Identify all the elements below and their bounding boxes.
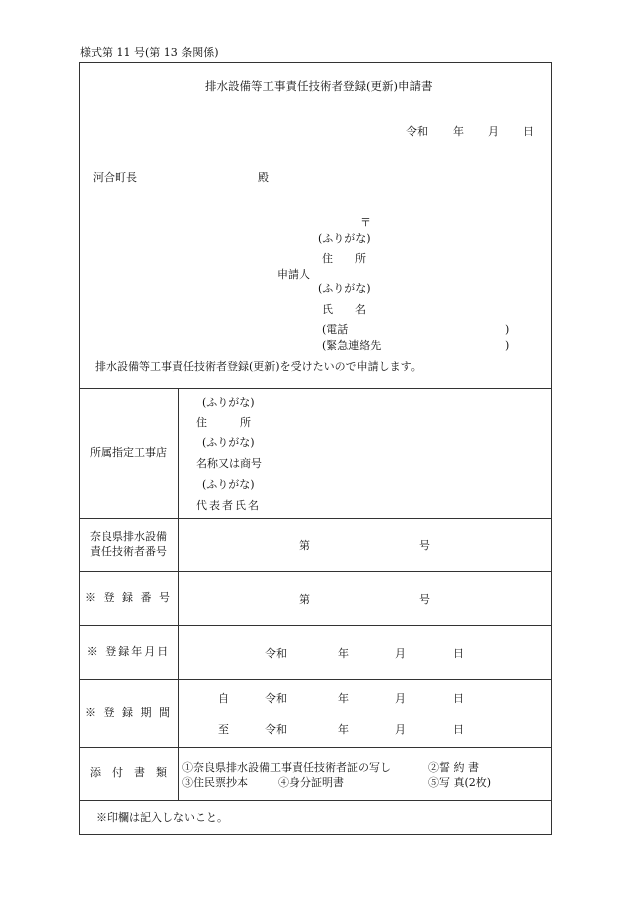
period-from-era: 令和: [265, 692, 287, 705]
attachment-item: ③住民票抄本: [182, 776, 248, 789]
divider: [79, 800, 552, 801]
request-statement: 排水設備等工事責任技術者登録(更新)を受けたいので申請します。: [95, 360, 422, 373]
applicant-address-label: 住 所: [322, 252, 366, 265]
addressee-honorific: 殿: [258, 171, 269, 184]
period-from-day: 日: [453, 692, 464, 705]
registration-date-era: 令和: [265, 647, 287, 660]
date-year-label: 年: [453, 125, 464, 138]
period-to-era: 令和: [265, 723, 287, 736]
footnote: ※印欄は記入しないこと。: [96, 811, 228, 824]
emergency-contact-close: ): [505, 339, 510, 352]
period-to-day: 日: [453, 723, 464, 736]
date-day-label: 日: [523, 125, 534, 138]
period-to-month: 月: [395, 723, 406, 736]
registration-date-year: 年: [338, 647, 349, 660]
affiliated-store-label: 所属指定工事店: [90, 445, 167, 459]
store-address-label: 住 所: [196, 416, 251, 429]
addressee-name: 河合町長: [93, 171, 137, 184]
nara-number-suffix: 号: [419, 539, 430, 552]
store-rep-label: 代表者氏名: [196, 499, 261, 512]
registration-number-label: ※ 登 録 番 号: [85, 590, 172, 604]
form-title: 排水設備等工事責任技術者登録(更新)申請書: [205, 79, 433, 93]
attachment-item: ②誓 約 書: [428, 761, 479, 774]
applicant-name-furigana: (ふりがな): [318, 282, 371, 295]
registration-number-suffix: 号: [419, 593, 430, 606]
nara-number-prefix: 第: [299, 539, 310, 552]
nara-number-label-line1: 奈良県排水設備: [90, 529, 167, 543]
registration-date-day: 日: [453, 647, 464, 660]
store-name-furigana: (ふりがな): [202, 436, 255, 449]
period-to: 至: [218, 723, 229, 736]
phone-label: (電話: [322, 323, 349, 336]
attachment-item: ⑤写 真(2枚): [428, 776, 492, 789]
period-from-year: 年: [338, 692, 349, 705]
store-rep-furigana: (ふりがな): [202, 478, 255, 491]
registration-period-label: ※ 登 録 期 間: [85, 705, 172, 719]
registration-date-month: 月: [395, 647, 406, 660]
attachments-label: 添 付 書 類: [90, 766, 167, 780]
registration-date-label: ※ 登録年月日: [86, 644, 171, 658]
attachment-item: ④身分証明書: [278, 776, 344, 789]
applicant-label: 申請人: [277, 268, 310, 281]
store-address-furigana: (ふりがな): [202, 396, 255, 409]
period-from-month: 月: [395, 692, 406, 705]
postal-mark: 〒: [360, 216, 371, 229]
nara-number-label: [79, 518, 178, 571]
applicant-furigana: (ふりがな): [318, 232, 371, 245]
date-era: 令和: [406, 125, 428, 138]
period-from: 自: [218, 692, 229, 705]
store-name-label: 名称又は商号: [196, 457, 262, 470]
phone-close: ): [505, 323, 510, 336]
attachment-item: ①奈良県排水設備工事責任技術者証の写し: [182, 761, 391, 774]
period-to-year: 年: [338, 723, 349, 736]
date-month-label: 月: [488, 125, 499, 138]
nara-number-label-line2: 責任技術者番号: [90, 544, 167, 558]
form-number: 様式第 11 号(第 13 条関係): [80, 46, 219, 59]
applicant-name-label: 氏 名: [322, 303, 366, 316]
emergency-contact-label: (緊急連絡先: [322, 339, 382, 352]
registration-number-prefix: 第: [299, 593, 310, 606]
column-divider: [178, 388, 179, 800]
